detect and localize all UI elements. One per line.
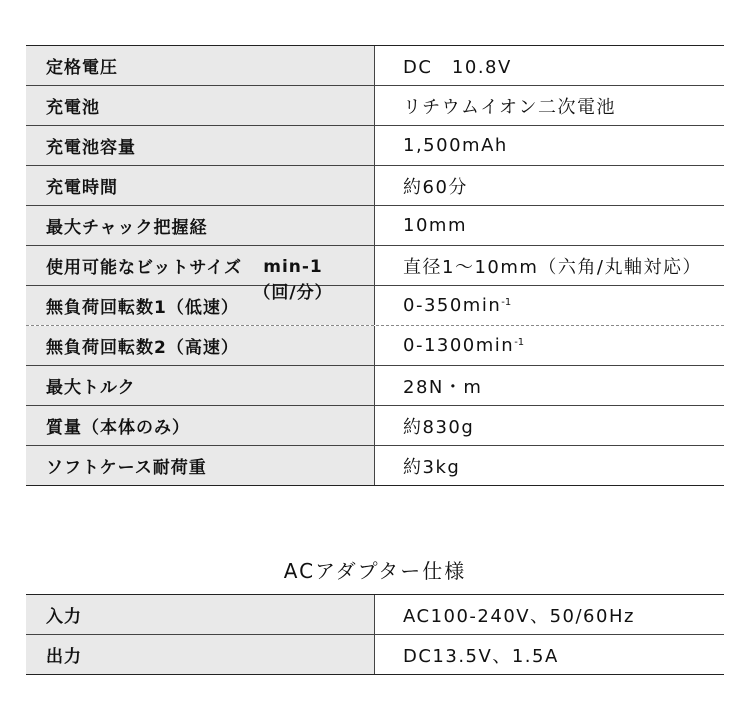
spec-value: 10mm xyxy=(403,215,467,236)
spec-value: 約3kg xyxy=(403,456,461,478)
spec-value-text: 0-350min xyxy=(403,295,502,316)
ac-label: 入力 xyxy=(26,595,375,634)
spec-value-text: 0-1300min xyxy=(403,335,515,356)
spec-value: 直径1～10mm（六角/丸軸対応） xyxy=(403,256,702,278)
spec-value-superscript: -1 xyxy=(514,337,525,348)
spec-value xyxy=(375,326,724,365)
ac-row-output xyxy=(26,635,724,674)
ac-adapter-table xyxy=(26,594,724,675)
spec-value: 約830g xyxy=(403,416,475,438)
spec-label: 充電池 xyxy=(26,86,375,125)
speed-unit-line1: min-1 xyxy=(263,257,323,277)
spec-row-mass xyxy=(26,406,724,446)
spec-label: 充電池容量 xyxy=(26,126,375,165)
spec-row-bit-size xyxy=(26,246,724,286)
spec-label: ソフトケース耐荷重 xyxy=(26,446,375,485)
spec-value: DC 10.8V xyxy=(403,56,512,78)
spec-row-charge-time xyxy=(26,166,724,206)
spec-row-battery-capacity xyxy=(26,126,724,166)
ac-label: 出力 xyxy=(26,635,375,674)
speed-unit-line2: （回/分） xyxy=(253,283,333,303)
spec-label: 定格電圧 xyxy=(26,46,375,85)
spec-row-battery xyxy=(26,86,724,126)
spec-row-chuck-size xyxy=(26,206,724,246)
spec-row-speed-low xyxy=(26,286,724,326)
spec-row-rated-voltage xyxy=(26,46,724,86)
spec-label: 無負荷回転数2（高速） xyxy=(26,326,375,365)
speed-unit-note xyxy=(248,254,338,306)
spec-label: 無負荷回転数1（低速） xyxy=(26,286,375,325)
ac-value: AC100-240V、50/60Hz xyxy=(403,605,635,627)
spec-label: 充電時間 xyxy=(26,166,375,205)
spec-value: リチウムイオン二次電池 xyxy=(403,96,617,118)
spec-value: 約60分 xyxy=(403,176,468,198)
spec-table xyxy=(26,45,724,486)
ac-value: DC13.5V、1.5A xyxy=(403,645,559,667)
spec-value xyxy=(375,286,724,325)
ac-row-input xyxy=(26,595,724,635)
spec-label: 最大チャック把握経 xyxy=(26,206,375,245)
spec-value-superscript: -1 xyxy=(501,297,512,308)
spec-label: 使用可能なビットサイズ xyxy=(26,246,375,285)
spec-label: 最大トルク xyxy=(26,366,375,405)
spec-row-max-torque xyxy=(26,366,724,406)
spec-value: 1,500mAh xyxy=(403,135,508,156)
ac-adapter-title: ACアダプター仕様 xyxy=(283,559,467,583)
spec-row-case-load xyxy=(26,446,724,485)
spec-label: 質量（本体のみ） xyxy=(26,406,375,445)
spec-row-speed-high xyxy=(26,326,724,366)
spec-value: 28N・m xyxy=(403,376,483,398)
